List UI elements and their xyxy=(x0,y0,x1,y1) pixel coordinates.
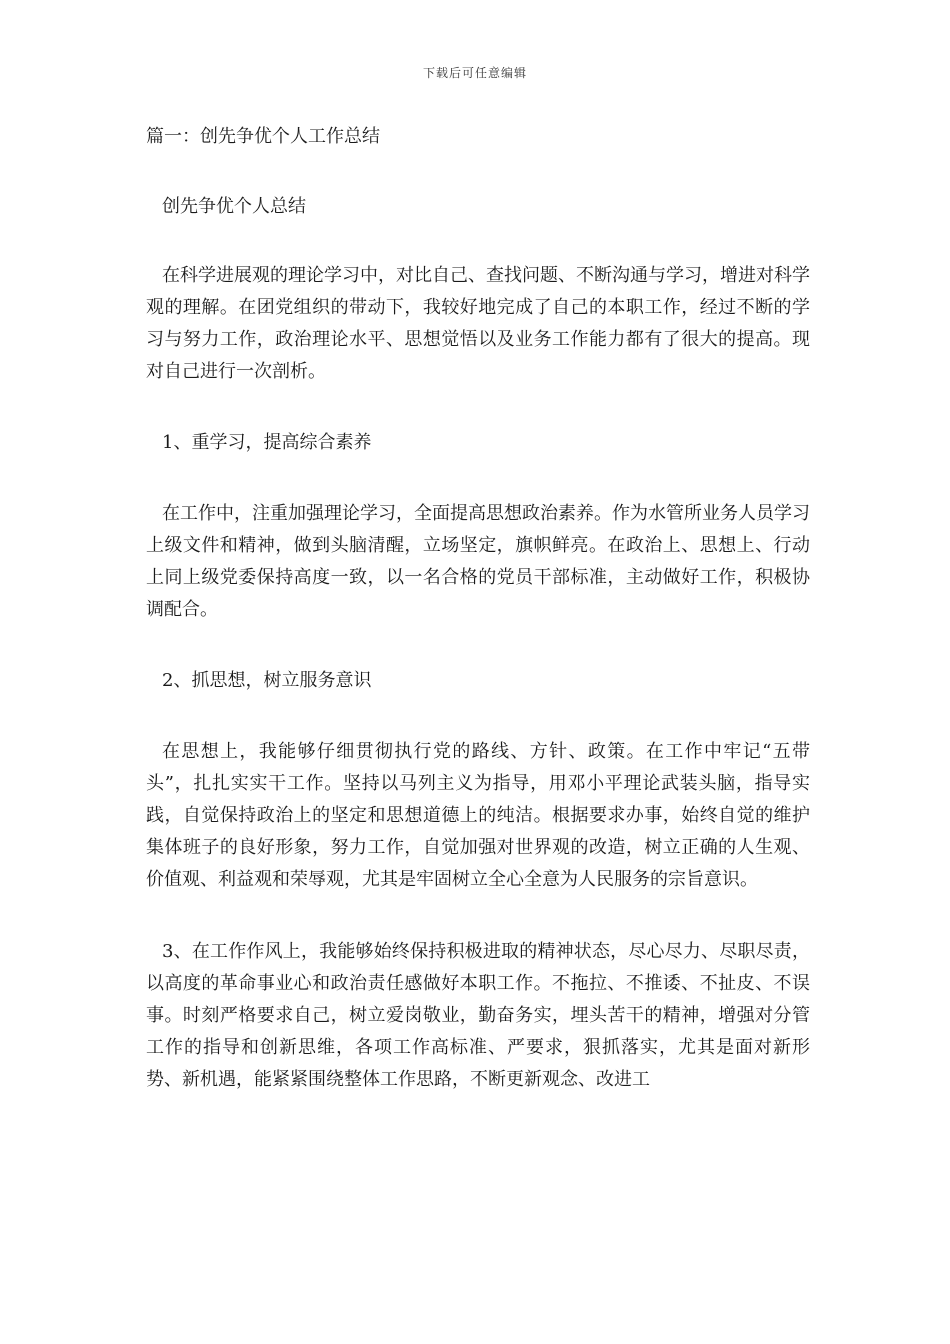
intro-paragraph: 在科学进展观的理论学习中，对比自己、查找问题、不断沟通与学习，增进对科学观的理解。在团党组织的带动下，我较好地完成了自己的本职工作，经过不断的学习与努力工作，政治理论水平、思想觉悟以及业务工作能力都有了很大的提高。现对自己进行一次剖析。 xyxy=(146,265,810,382)
page-header-note: 下载后可任意编辑 xyxy=(422,66,527,80)
section-1-heading: 1、重学习，提高综合素养 xyxy=(162,432,372,453)
document-body xyxy=(146,122,810,1136)
document-subtitle: 创先争优个人总结 xyxy=(162,196,306,217)
document-title: 篇一：创先争优个人工作总结 xyxy=(146,126,380,147)
section-2-heading: 2、抓思想，树立服务意识 xyxy=(162,670,372,691)
section-2-paragraph: 在思想上，我能够仔细贯彻执行党的路线、方针、政策。在工作中牢记“五带头”，扎扎实实干工作。坚持以马列主义为指导，用邓小平理论武装头脑，指导实践，自觉保持政治上的坚定和思想道德上的纯洁。根据要求办事，始终自觉的维护集体班子的良好形象，努力工作，自觉加强对世界观的改造，树立正确的人生观、价值观、利益观和荣辱观，尤其是牢固树立全心全意为人民服务的宗旨意识。 xyxy=(146,741,810,890)
section-3-paragraph: 3、在工作作风上，我能够始终保持积极进取的精神状态，尽心尽力、尽职尽责，以高度的革命事业心和政治责任感做好本职工作。不拖拉、不推诿、不扯皮、不误事。时刻严格要求自己，树立爱岗敬业，勤奋务实，埋头苦干的精神，增强对分管工作的指导和创新思维，各项工作高标准、严要求，狠抓落实，尤其是面对新形势、新机遇，能紧紧围绕整体工作思路，不断更新观念、改进工 xyxy=(146,941,810,1090)
section-1-paragraph: 在工作中，注重加强理论学习，全面提高思想政治素养。作为水管所业务人员学习上级文件和精神，做到头脑清醒，立场坚定，旗帜鲜亮。在政治上、思想上、行动上同上级党委保持高度一致，以一名合格的党员干部标准，主动做好工作，积极协调配合。 xyxy=(146,503,810,620)
